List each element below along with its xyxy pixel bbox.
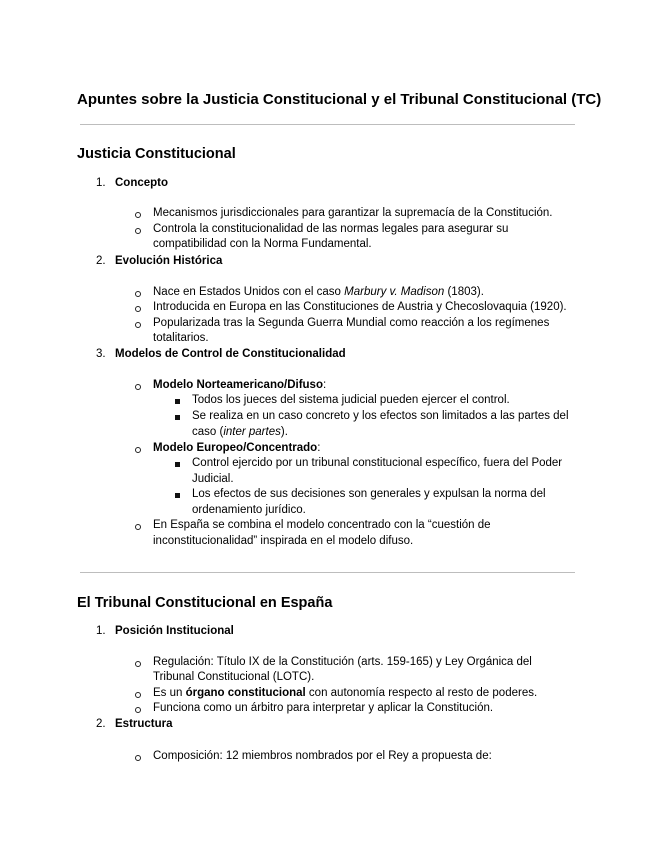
item-heading: Modelos de Control de Constitucionalidad (115, 348, 346, 360)
list-number: 3. (96, 348, 106, 360)
list-item: Es un órgano constitucional con autonomía respecto al resto de poderes. (153, 687, 538, 699)
item-heading: Evolución Histórica (115, 255, 223, 267)
list-item: Controla la constitucionalidad de las normas legales para asegurar su (153, 223, 509, 235)
circle-bullet-icon (135, 661, 141, 667)
circle-bullet-icon (135, 322, 141, 328)
model-name: Modelo Europeo/Concentrado (153, 442, 318, 454)
document-title: Apuntes sobre la Justicia Constitucional y el Tribunal Constitucional (TC) (77, 91, 602, 108)
list-item: Modelo Norteamericano/Difuso: (153, 379, 327, 391)
section-heading: El Tribunal Constitucional en España (77, 595, 333, 611)
list-item: Mecanismos jurisdiccionales para garantizar la supremacía de la Constitución. (153, 207, 553, 219)
list-item: Nace en Estados Unidos con el caso Marbury v. Madison (1803). (153, 286, 484, 298)
circle-bullet-icon (135, 692, 141, 698)
circle-bullet-icon (135, 384, 141, 390)
list-item-continued: inconstitucionalidad” inspirada en el modelo difuso. (153, 535, 414, 547)
square-bullet-icon (175, 493, 180, 498)
list-item: Composición: 12 miembros nombrados por el Rey a propuesta de: (153, 750, 492, 762)
list-item-continued: compatibilidad con la Norma Fundamental. (153, 238, 372, 250)
list-item: Modelo Europeo/Concentrado: (153, 442, 321, 454)
sub-list-item-continued: Judicial. (192, 473, 234, 485)
sub-list-item: Control ejercido por un tribunal constitucional específico, fuera del Poder (192, 457, 563, 469)
sub-list-item: Los efectos de sus decisiones son generales y expulsan la norma del (192, 488, 546, 500)
section-heading: Justicia Constitucional (77, 146, 236, 162)
list-item-continued: totalitarios. (153, 332, 209, 344)
circle-bullet-icon (135, 228, 141, 234)
divider (80, 572, 575, 573)
list-number: 1. (96, 177, 106, 189)
circle-bullet-icon (135, 291, 141, 297)
circle-bullet-icon (135, 212, 141, 218)
sub-list-item: Todos los jueces del sistema judicial pueden ejercer el control. (192, 394, 510, 406)
list-item: En España se combina el modelo concentrado con la “cuestión de (153, 519, 491, 531)
list-item-continued: Tribunal Constitucional (LOTC). (153, 671, 315, 683)
square-bullet-icon (175, 462, 180, 467)
square-bullet-icon (175, 415, 180, 420)
list-item: Funciona como un árbitro para interpretar y aplicar la Constitución. (153, 702, 494, 714)
item-heading: Posición Institucional (115, 625, 234, 637)
list-item: Regulación: Título IX de la Constitución (arts. 159-165) y Ley Orgánica del (153, 656, 532, 668)
item-heading: Concepto (115, 177, 169, 189)
sub-list-item-continued: caso (inter partes). (192, 426, 288, 438)
item-heading: Estructura (115, 718, 173, 730)
case-name: Marbury v. Madison (344, 286, 445, 298)
latin-term: inter partes (223, 426, 281, 438)
list-number: 1. (96, 625, 106, 637)
sub-list-item-continued: ordenamiento jurídico. (192, 504, 306, 516)
list-item: Popularizada tras la Segunda Guerra Mundial como reacción a los regímenes (153, 317, 550, 329)
list-item: Introducida en Europa en las Constituciones de Austria y Checoslovaquia (1920). (153, 301, 567, 313)
list-number: 2. (96, 718, 106, 730)
divider (80, 124, 575, 125)
circle-bullet-icon (135, 447, 141, 453)
emphasis-term: órgano constitucional (185, 687, 306, 699)
circle-bullet-icon (135, 524, 141, 530)
circle-bullet-icon (135, 306, 141, 312)
circle-bullet-icon (135, 755, 141, 761)
circle-bullet-icon (135, 707, 141, 713)
sub-list-item: Se realiza en un caso concreto y los efectos son limitados a las partes del (192, 410, 569, 422)
square-bullet-icon (175, 399, 180, 404)
list-number: 2. (96, 255, 106, 267)
model-name: Modelo Norteamericano/Difuso (153, 379, 323, 391)
